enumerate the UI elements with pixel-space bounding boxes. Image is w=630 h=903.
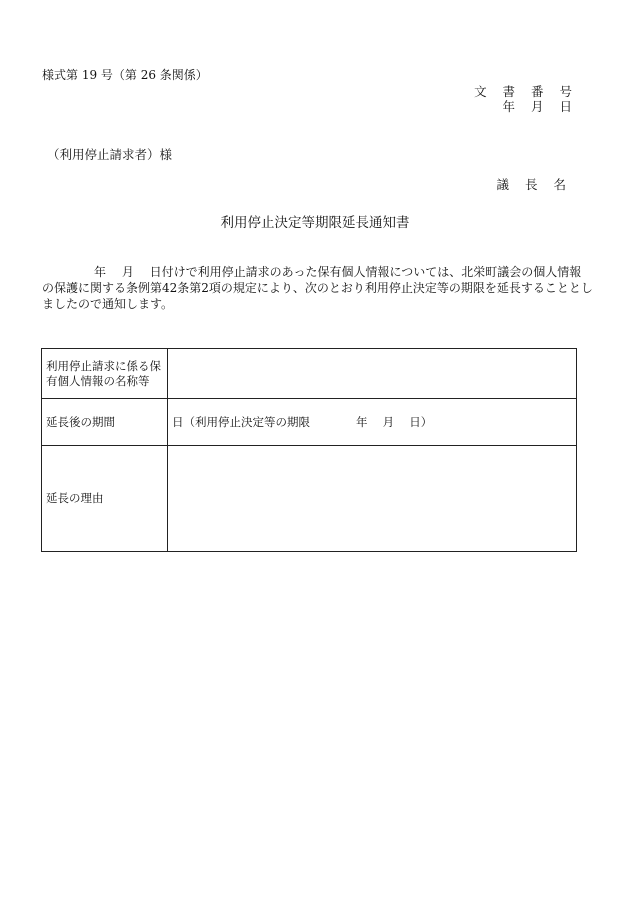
- notice-body: [42, 264, 593, 312]
- extension-reason-value: [168, 446, 577, 552]
- extended-period-value: 日（利用停止決定等の期限 年 月 日）: [168, 399, 577, 446]
- document-title: 利用停止決定等期限延長通知書: [220, 215, 410, 231]
- notice-body-line-3: ましたので通知します。: [42, 297, 174, 311]
- date-label: 年 月 日: [502, 99, 578, 114]
- table-row: [42, 446, 577, 552]
- recipient-name: （利用停止請求者）様: [47, 147, 173, 162]
- info-name-label: 利用停止請求に係る保有個人情報の名称等: [42, 349, 168, 399]
- chairperson-name: 議 長 名: [496, 177, 572, 192]
- table-row: [42, 399, 577, 446]
- extension-reason-label: 延長の理由: [42, 446, 168, 552]
- table-row: [42, 349, 577, 399]
- notice-body-line-2: の保護に関する条例第42条第2項の規定により、次のとおり利用停止決定等の期限を延長することとし: [42, 281, 593, 295]
- document-number-label: 文 書 番 号: [474, 84, 578, 99]
- form-number: 様式第 19 号（第 26 条関係）: [42, 68, 208, 82]
- info-table: [41, 348, 577, 552]
- extended-period-label: 延長後の期間: [42, 399, 168, 446]
- info-name-value: [168, 349, 577, 399]
- notice-body-line-1: 年 月 日付けで利用停止請求のあった保有個人情報については、北栄町議会の個人情報: [94, 265, 582, 279]
